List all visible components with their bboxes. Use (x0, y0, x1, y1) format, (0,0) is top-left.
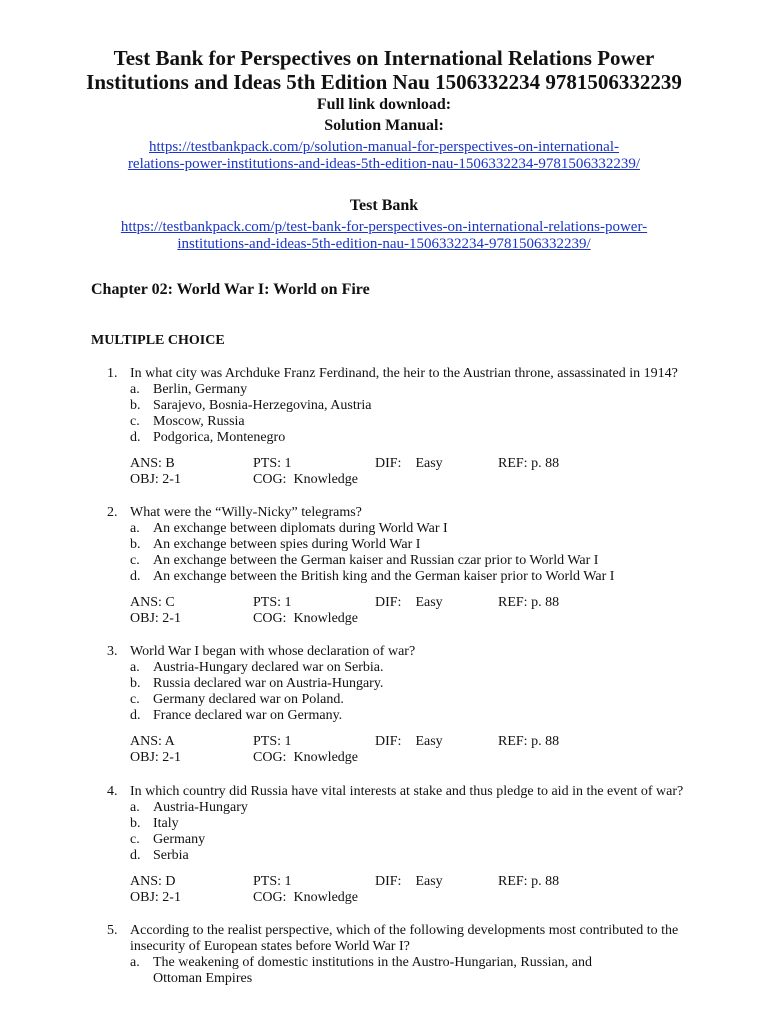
option-letter: a. (130, 521, 140, 536)
option-letter: d. (130, 430, 141, 445)
points: PTS: 1 (253, 456, 292, 471)
option-d (130, 569, 713, 585)
option-text: Podgorica, Montenegro (153, 430, 286, 445)
difficulty-value: Easy (415, 595, 443, 610)
cognitive-level-label: COG: (253, 472, 287, 487)
option-letter: c. (130, 553, 140, 568)
answer-options (130, 382, 713, 446)
cognitive-level-label: COG: (253, 750, 287, 765)
option-text: France declared war on Germany. (153, 708, 343, 723)
option-a (130, 521, 713, 537)
option-b (130, 816, 713, 832)
chapter-title: Chapter 02: World War I: World on Fire (91, 281, 370, 298)
question-stem: According to the realist perspective, which of the following developments most contributed to the insecurity of European states before World War I? (130, 923, 679, 954)
option-b (130, 537, 713, 553)
difficulty-label: DIF: (375, 595, 402, 610)
objective: OBJ: 2-1 (130, 472, 181, 487)
full-link-label: Full link download: (316, 96, 452, 113)
answer-key: ANS: B (130, 456, 175, 471)
question-number: 1. (107, 366, 118, 381)
option-text: Russia declared war on Austria-Hungary. (153, 676, 384, 691)
option-a (130, 800, 713, 816)
answer-key: ANS: D (130, 874, 176, 889)
points: PTS: 1 (253, 874, 292, 889)
points: PTS: 1 (253, 595, 292, 610)
option-a (130, 660, 713, 676)
option-letter: d. (130, 848, 141, 863)
cognitive-level-label: COG: (253, 611, 287, 626)
difficulty-value: Easy (415, 456, 443, 471)
difficulty-label: DIF: (375, 874, 402, 889)
difficulty-value: Easy (415, 734, 443, 749)
answer-metadata (130, 874, 713, 906)
solution-manual-link-line-2[interactable]: relations-power-institutions-and-ideas-5th-edition-nau-1506332234-9781506332239/ (127, 156, 641, 172)
option-text: An exchange between the German kaiser and Russian czar prior to World War I (153, 553, 599, 568)
question-number: 4. (107, 784, 118, 799)
option-text: Berlin, Germany (153, 382, 248, 397)
page-reference: REF: p. 88 (498, 456, 560, 471)
option-letter: b. (130, 398, 141, 413)
answer-options (130, 521, 713, 585)
option-c (130, 692, 713, 708)
option-text: Serbia (153, 848, 189, 863)
option-text: Italy (153, 816, 179, 831)
solution-manual-label: Solution Manual: (324, 117, 444, 134)
option-text: Germany (153, 832, 206, 847)
option-text: An exchange between spies during World War I (153, 537, 421, 552)
option-letter: b. (130, 537, 141, 552)
page-reference: REF: p. 88 (498, 874, 560, 889)
question-number: 3. (107, 644, 118, 659)
answer-key: ANS: C (130, 595, 175, 610)
option-letter: a. (130, 800, 140, 815)
answer-options (130, 800, 713, 864)
title-line-2: Institutions and Ideas 5th Edition Nau 1506332234 9781506332239 (86, 70, 682, 94)
answer-metadata (130, 734, 713, 766)
title-line-1: Test Bank for Perspectives on International Relations Power (113, 46, 655, 70)
option-d (130, 430, 713, 446)
option-c (130, 832, 713, 848)
question-stem: What were the “Willy-Nicky” telegrams? (130, 505, 362, 520)
option-letter: a. (130, 382, 140, 397)
difficulty-label: DIF: (375, 734, 402, 749)
answer-key: ANS: A (130, 734, 175, 749)
option-letter: c. (130, 414, 140, 429)
answer-metadata (130, 456, 713, 488)
test-bank-link-line-1[interactable]: https://testbankpack.com/p/test-bank-for-perspectives-on-international-relations-power- (120, 219, 648, 235)
option-b (130, 676, 713, 692)
page-reference: REF: p. 88 (498, 734, 560, 749)
option-letter: b. (130, 676, 141, 691)
question-1 (107, 366, 713, 488)
cognitive-level-value: Knowledge (293, 611, 358, 626)
solution-manual-link-line-1[interactable]: https://testbankpack.com/p/solution-manual-for-perspectives-on-international- (149, 139, 619, 155)
option-c (130, 553, 713, 569)
option-c (130, 414, 713, 430)
objective: OBJ: 2-1 (130, 611, 181, 626)
points: PTS: 1 (253, 734, 292, 749)
difficulty-label: DIF: (375, 456, 402, 471)
cognitive-level-label: COG: (253, 890, 287, 905)
question-2 (107, 505, 713, 627)
section-heading: MULTIPLE CHOICE (91, 333, 225, 348)
question-stem: In which country did Russia have vital interests at stake and thus pledge to aid in the event of war? (130, 784, 684, 799)
question-5 (107, 923, 705, 987)
option-d (130, 708, 713, 724)
option-letter: c. (130, 692, 140, 707)
difficulty-value: Easy (415, 874, 443, 889)
question-number: 2. (107, 505, 118, 520)
option-text: Germany declared war on Poland. (153, 692, 344, 707)
option-d (130, 848, 713, 864)
objective: OBJ: 2-1 (130, 890, 181, 905)
answer-options (130, 955, 705, 987)
cognitive-level-value: Knowledge (293, 472, 358, 487)
option-text: An exchange between the British king and the German kaiser prior to World War I (153, 569, 615, 584)
question-3 (107, 644, 713, 766)
answer-options (130, 660, 713, 724)
option-text: Moscow, Russia (153, 414, 245, 429)
test-bank-label: Test Bank (349, 197, 419, 214)
option-text: Austria-Hungary declared war on Serbia. (153, 660, 384, 675)
option-text: The weakening of domestic institutions in the Austro-Hungarian, Russian, and Ottoman Empires (153, 955, 592, 986)
option-letter: a. (130, 955, 140, 970)
test-bank-link-line-2[interactable]: institutions-and-ideas-5th-edition-nau-1506332234-9781506332239/ (177, 236, 591, 252)
question-stem: World War I began with whose declaration of war? (130, 644, 416, 659)
option-letter: b. (130, 816, 141, 831)
page-reference: REF: p. 88 (498, 595, 560, 610)
objective: OBJ: 2-1 (130, 750, 181, 765)
question-number: 5. (107, 923, 118, 938)
cognitive-level-value: Knowledge (293, 750, 358, 765)
option-a (130, 955, 705, 987)
cognitive-level-value: Knowledge (293, 890, 358, 905)
option-text: An exchange between diplomats during World War I (153, 521, 448, 536)
option-a (130, 382, 713, 398)
document-title (0, 46, 768, 94)
option-text: Austria-Hungary (153, 800, 248, 815)
option-b (130, 398, 713, 414)
option-text: Sarajevo, Bosnia-Herzegovina, Austria (153, 398, 372, 413)
option-letter: c. (130, 832, 140, 847)
option-letter: d. (130, 569, 141, 584)
option-letter: a. (130, 660, 140, 675)
question-4 (107, 784, 713, 906)
answer-metadata (130, 595, 713, 627)
option-letter: d. (130, 708, 141, 723)
question-stem: In what city was Archduke Franz Ferdinand, the heir to the Austrian throne, assassinated in 1914? (130, 366, 678, 381)
